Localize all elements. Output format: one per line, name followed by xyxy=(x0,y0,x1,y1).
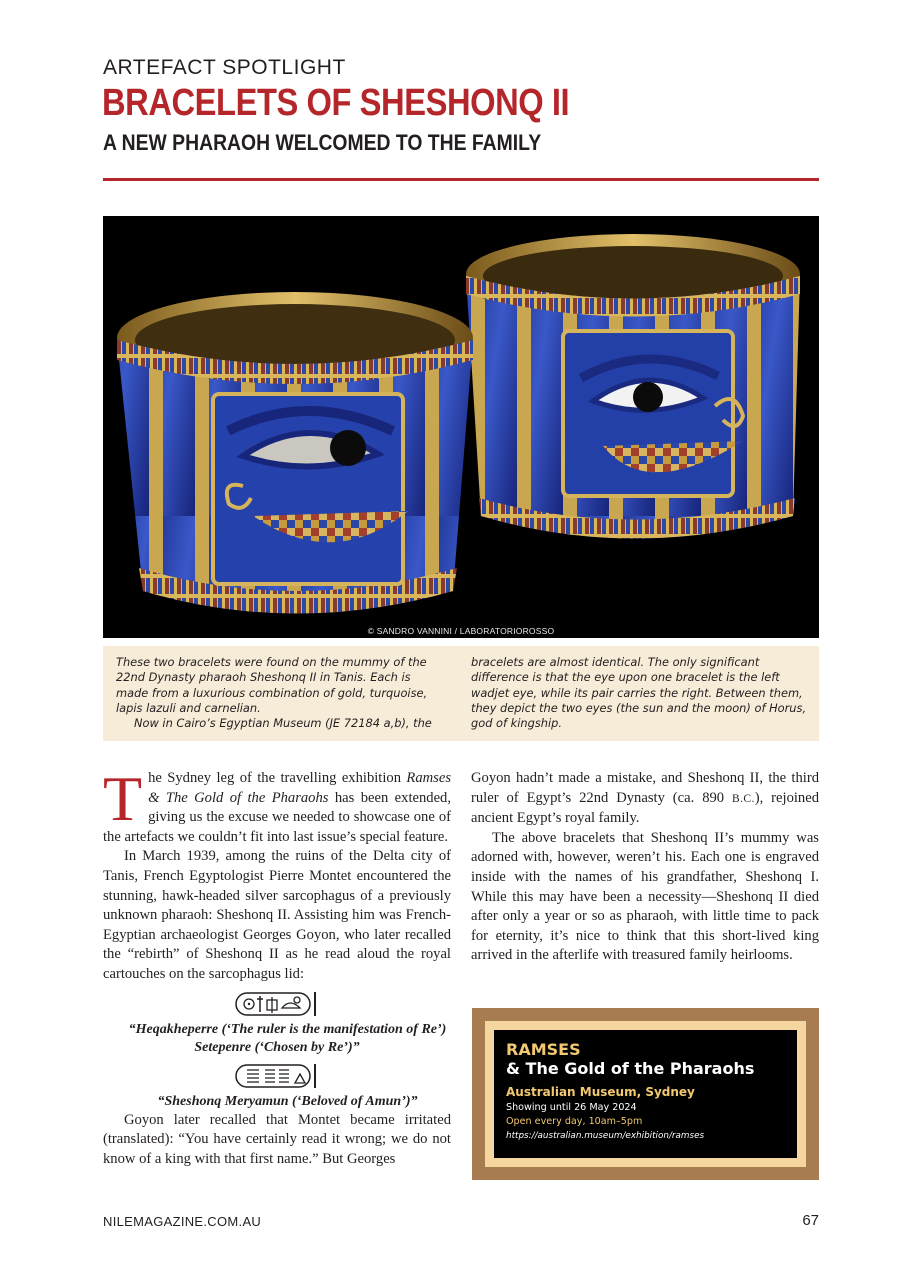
article-title: BRACELETS OF SHESHONQ II xyxy=(102,82,570,124)
article-column-left xyxy=(103,763,451,1169)
right-bracelet xyxy=(466,234,800,539)
caption-right-column xyxy=(471,655,811,731)
promo-url-link[interactable]: https://australian.museum/exhibition/ramses xyxy=(506,1131,705,1141)
article-paragraph: The above bracelets that Sheshonq II’s mummy was adorned with, however, weren’t his. Each one is engraved inside with the names of his grandfather, Sheshonq I. While this may have been a necessity—Sheshonq II died after only a year or so as pharaoh, with little time to pack for eternity, it’s nice to think that this short-lived king arrived in the afterlife with treasured family heirlooms. xyxy=(471,829,819,964)
exhibition-promo-box xyxy=(472,1008,819,1180)
caption-paragraph: Now in Cairo’s Egyptian Museum (JE 72184 a,b), the xyxy=(134,716,432,731)
promo-title: RAMSES xyxy=(506,1040,581,1059)
caption-paragraph: bracelets are almost identical. The only significant difference is that the eye upon one bracelet is the left wadjet eye, while its pair carries the right. Between them, they depict the two eyes (the sun and the moon) of Horus, god of kingship. xyxy=(471,655,807,731)
article-subtitle: A NEW PHARAOH WELCOMED TO THE FAMILY xyxy=(103,130,542,155)
photo-credit: © SANDRO VANNINI / LABORATORIOROSSO xyxy=(367,626,555,636)
drop-cap: T xyxy=(103,763,143,834)
article-paragraph: Goyon later recalled that Montet became irritated (translated): “You have certainly read it wrong; we do not know of a king with that first name.” But Georges xyxy=(103,1111,451,1167)
title-divider xyxy=(103,178,819,181)
promo-frame xyxy=(485,1021,806,1167)
exhibition-title: Ramses & The Gold of the Pharaohs xyxy=(148,770,451,806)
promo-subtitle: & The Gold of the Pharaohs xyxy=(506,1059,755,1078)
page-number: 67 xyxy=(802,1212,819,1229)
left-bracelet xyxy=(117,292,473,614)
caption-paragraph: These two bracelets were found on the mummy of the 22nd Dynasty pharaoh Sheshonq II in Tanis. Each is made from a luxurious combination of gold, turquoise, lapis lazuli and carnelian. xyxy=(116,655,428,715)
promo-panel xyxy=(494,1030,797,1158)
cartouche-hieroglyph-2 xyxy=(235,1063,319,1089)
bracelets-illustration xyxy=(103,216,819,638)
promo-hours: Open every day, 10am–5pm xyxy=(506,1116,643,1127)
article-paragraph: In March 1939, among the ruins of the Delta city of Tanis, French Egyptologist Pierre Montet encountered the stunning, hawk-headed silver sarcophagus of a previously unknown pharaoh: Sheshonq II. Assisting him was French-Egyptian archaeologist Georges Goyon, who later recalled the “rebirth” of Sheshonq II as he read aloud the royal cartouches on the sarcophagus lid: xyxy=(103,848,451,982)
section-kicker: ARTEFACT SPOTLIGHT xyxy=(103,56,346,79)
caption-left-column xyxy=(116,655,446,731)
cartouche-hieroglyph-1 xyxy=(235,991,319,1017)
bracelets-photo xyxy=(103,216,819,638)
cartouche-quote-2: “Sheshonq Meryamun (‘Beloved of Amun’)” xyxy=(157,1093,418,1109)
article-paragraph: The Sydney leg of the travelling exhibition Ramses & The Gold of the Pharaohs has been extended, giving us the excuse we needed to showcase one of the artefacts we couldn’t fit into last issue’s special feature. xyxy=(103,763,451,845)
promo-dates: Showing until 26 May 2024 xyxy=(506,1102,637,1113)
promo-venue: Australian Museum, Sydney xyxy=(506,1085,695,1099)
cartouche-quote-1: “Heqakheperre (‘The ruler is the manifestation of Re’) Setepenre (‘Chosen by Re’)” xyxy=(128,1021,447,1055)
photo-caption xyxy=(103,646,819,741)
article-paragraph: Goyon hadn’t made a mistake, and Sheshonq II, the third ruler of Egypt’s 22nd Dynasty (ca. 890 B.C.), rejoined ancient Egypt’s royal family. xyxy=(471,770,819,827)
footer-site-name: NILEMAGAZINE.COM.AU xyxy=(103,1214,262,1229)
article-column-right xyxy=(471,769,819,966)
